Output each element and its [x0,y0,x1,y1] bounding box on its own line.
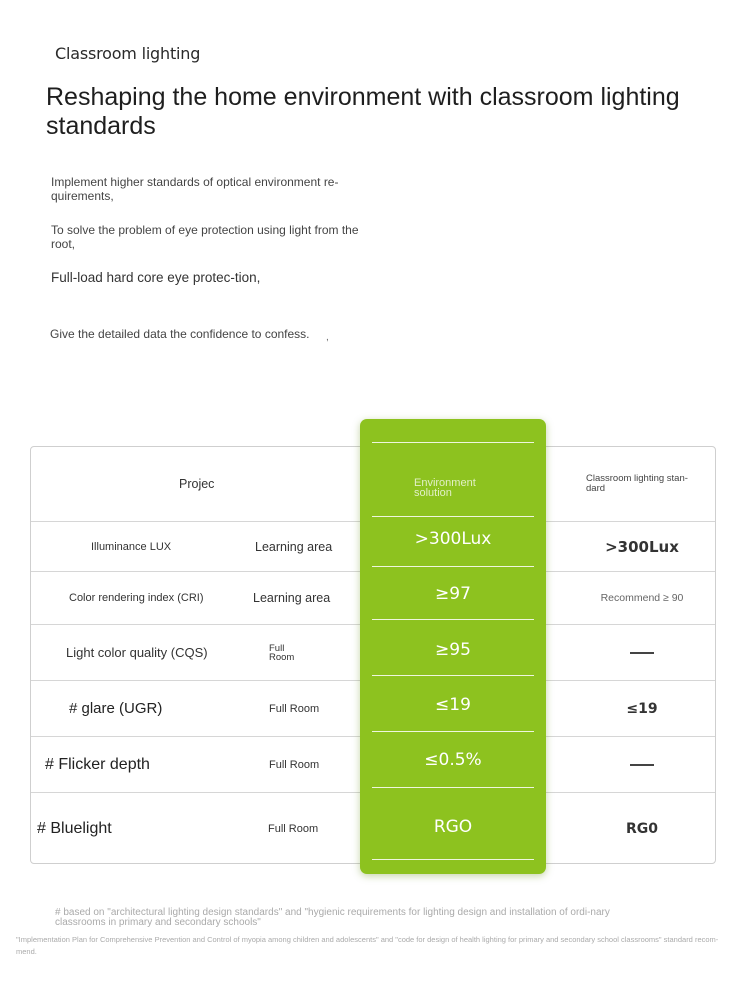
row-standard: Recommend ≥ 90 [600,592,684,604]
solution-value: ≥97 [435,584,471,604]
intro-line-2: To solve the problem of eye protection using light from the root, [51,223,359,251]
solution-column-highlight [360,419,546,874]
row-item: # Bluelight [37,819,112,837]
solution-value: ≤19 [435,695,471,715]
header-solution: Environment solution [414,477,476,499]
row-standard: RG0 [625,820,658,837]
row-area: Full Room [269,758,320,771]
row-item: Color rendering index (CRI) [69,592,204,604]
column-divider [372,787,534,788]
column-divider [372,619,534,620]
dash-mark [630,652,654,654]
row-area: Full Room [269,702,320,715]
row-standard-empty [567,737,717,792]
row-item: # glare (UGR) [69,700,163,717]
column-divider [372,731,534,732]
footnote-1: # based on "architectural lighting design standards" and "hygienic requirements for lighting design and installation of ordi-nary classrooms in primary and secondary schools" [55,907,610,928]
dash-mark [630,764,654,766]
row-standard: ≤19 [626,700,658,717]
headline: Reshaping the home environment with classroom lighting standards [46,83,680,140]
intro-line-3: Full-load hard core eye protec-tion, [51,270,261,285]
intro-line-4: Give the detailed data the confidence to confess. [50,327,310,341]
row-item: Light color quality (CQS) [66,645,208,660]
brand-title: Classroom lighting [55,44,201,63]
column-divider [372,675,534,676]
solution-value: ≥95 [435,640,471,660]
column-divider [372,566,534,567]
row-area: Learning area [255,539,333,554]
header-project: Projec [179,477,215,491]
solution-value: RGO [433,817,473,837]
header-standard: Classroom lighting stan-dard [586,473,688,494]
footnote-2: "Implementation Plan for Comprehensive Prevention and Control of myopia among children and adolescents" and "code for design of health lighting for primary and secondary school classrooms" standard recom-mend. [16,935,719,956]
row-area: Full Room [268,822,319,835]
column-divider [372,859,534,860]
row-area: Learning area [253,591,331,605]
row-item: Illuminance LUX [91,540,172,553]
row-item: # Flicker depth [45,755,150,773]
row-standard: >300Lux [605,537,679,556]
stray-comma: , [326,332,329,343]
solution-value: >300Lux [414,529,492,549]
column-divider [372,442,534,443]
row-standard-empty [567,625,717,680]
column-divider [372,516,534,517]
row-area: Full Room [269,642,295,663]
intro-line-1: Implement higher standards of optical environment re-quirements, [51,175,339,203]
solution-value: ≤0.5% [424,750,482,770]
